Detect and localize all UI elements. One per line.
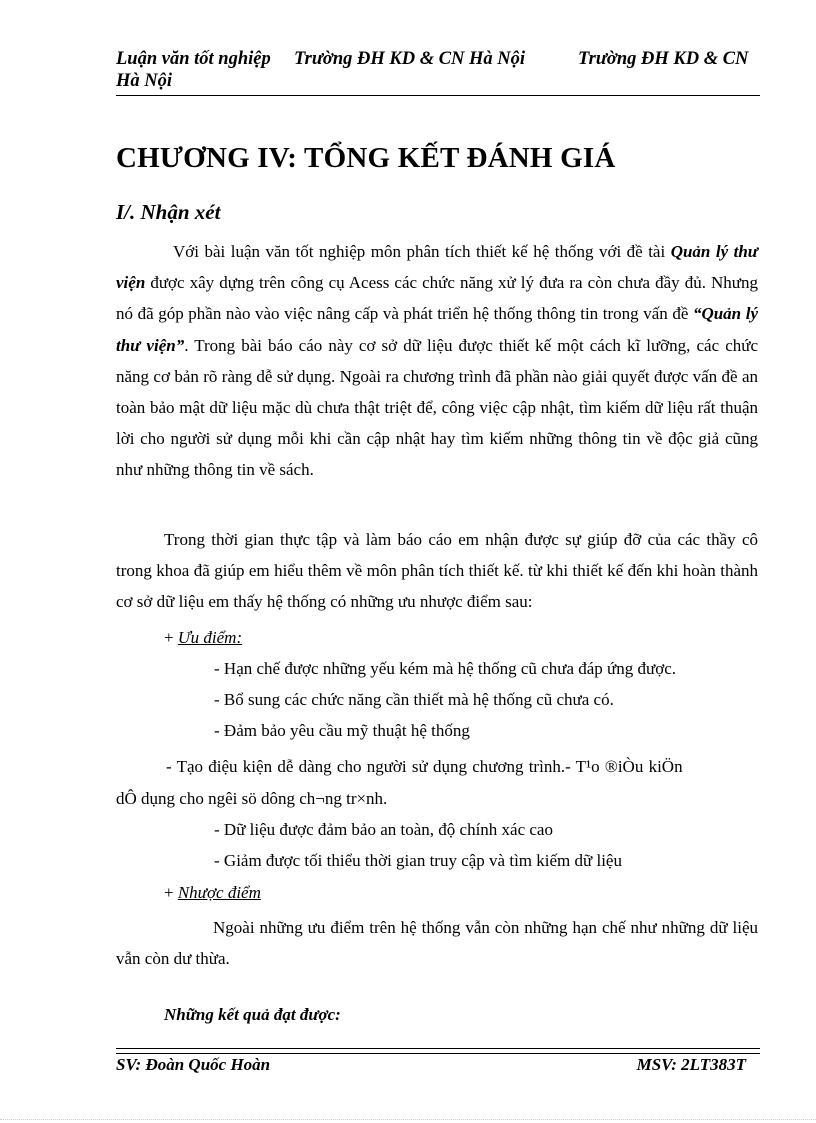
disadvantages-heading: [164, 882, 261, 904]
advantage-item: - Đảm bảo yêu cầu mỹ thuật hệ thống: [214, 721, 470, 740]
header-thesis-label: Luận văn tốt nghiệp: [116, 49, 271, 69]
advantage-item: - Bổ sung các chức năng cần thiết mà hệ thống cũ chưa có.: [214, 690, 614, 709]
advantage-item: - Dữ liệu được đảm bảo an toàn, độ chính xác cao: [214, 820, 553, 839]
disadvantages-label: Nhược điểm: [177, 883, 261, 902]
paragraph-1: [116, 236, 758, 486]
paragraph-1-intro: Với bài luận văn tốt nghiệp môn phân tích thiết kế hệ thống với đề tài: [173, 242, 671, 261]
chapter-title: CHƯƠNG IV: TỔNG KẾT ĐÁNH GIÁ: [116, 142, 616, 174]
advantages-label: Ưu điểm:: [177, 628, 243, 647]
advantage-item-garbled-1: - Tạo điệu kiện dễ dàng cho người sử dụng chương trình.- T¹o ®iÒu kiÖn: [166, 757, 683, 776]
header-university-name: Trường ĐH KD & CN Hà Nội: [294, 49, 526, 69]
advantages-heading: [164, 627, 242, 649]
paragraph-2: Trong thời gian thực tập và làm báo cáo em nhận được sự giúp đỡ của các thầy cô trong khoa đã giúp em hiểu thêm về môn phân tích thiết kế. từ khi thiết kế đến khi hoàn thành cơ sở dữ liệu em thấy hệ thống có những ưu nhược điểm sau:: [116, 530, 758, 612]
page-footer: [116, 1054, 760, 1076]
disadvantages-text: Ngoài những ưu điểm trên hệ thống vẫn còn những hạn chế như những dữ liệu vẫn còn dư thừa.: [116, 918, 758, 969]
paragraph-1-quote: “Quản lý thư viện”: [116, 304, 758, 355]
footer-student-name: SV: Đoàn Quốc Hoàn: [116, 1055, 271, 1074]
paragraph-1-mid: được xây dựng trên công cụ Acess các chức năng xử lý đưa ra còn chưa đầy đủ. Nhưng nó đã góp phần nào vào việc nâng cấp và phát triển hệ thống thông tin trong vấn đề: [116, 273, 758, 324]
advantage-item: - Hạn chế được những yếu kém mà hệ thống cũ chưa đáp ứng được.: [214, 659, 676, 678]
advantage-item-garbled-2: dÔ dụng cho ngêi sö dông ch¬ng tr×nh.: [116, 789, 388, 808]
page-bottom-divider: [0, 1119, 816, 1120]
paragraph-1-topic: Quản lý thư viện: [116, 242, 758, 293]
page-header: [116, 48, 760, 96]
section-title: I/. Nhận xét: [116, 200, 221, 224]
paragraph-1-rest: . Trong bài báo cáo này cơ sở dữ liệu được thiết kế một cách kĩ lưỡng, các chức năng cơ bản rõ ràng dễ sử dụng. Ngoài ra chương trình đã phần nào giải quyết được vấn đề an toàn bảo mật dữ liệu mặc dù chưa thật triệt để, công việc cập nhật, tìm kiếm dữ liệu rất thuận lời cho người sử dụng mỗi khi cần cập nhật hay tìm kiếm những thông tin về độc giả cũng như những thông tin về sách.: [116, 335, 758, 480]
results-heading: Những kết quả đạt được:: [164, 1005, 341, 1024]
footer-student-id: MSV: 2LT383T: [636, 1055, 746, 1074]
disadvantages-prefix: +: [164, 883, 178, 902]
header-city: Hà Nội: [116, 71, 173, 91]
header-university-name-repeat: Trường ĐH KD & CN: [578, 49, 749, 69]
advantages-prefix: +: [164, 628, 178, 647]
advantage-item: - Giảm được tối thiểu thời gian truy cập và tìm kiếm dữ liệu: [214, 851, 622, 870]
